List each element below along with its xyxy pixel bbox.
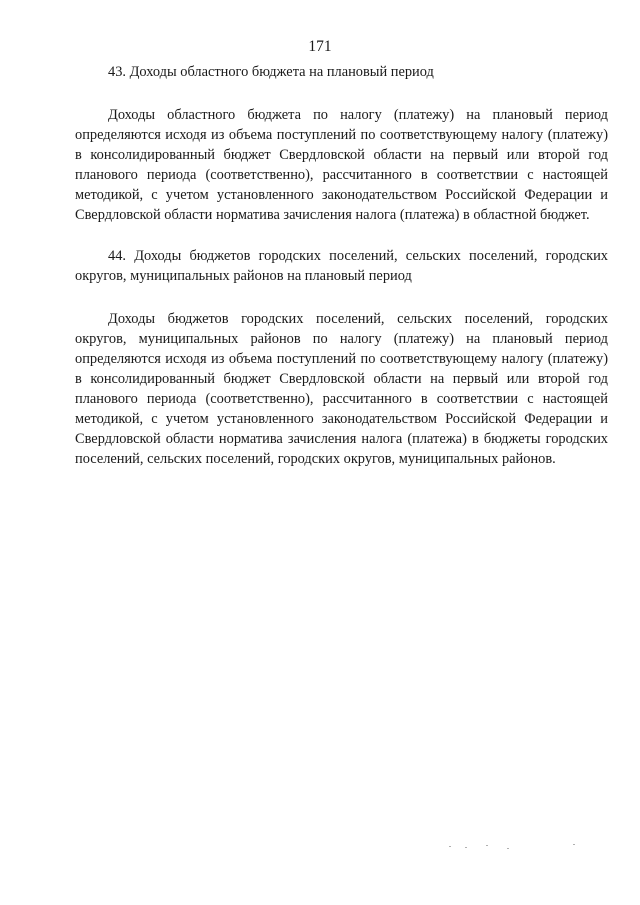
section-43-paragraph: Доходы областного бюджета по налогу (платежу) на плановый период определяются исходя из объема поступлений по соответствующему налогу (платежу) в консолидированный бюджет Свердловской области на первый или второй год планового периода (соответственно), рассчитанного в соответствии с настоящей методикой, с учетом установленного законодательством Российской Федерации и Свердловской области норматива зачисления налога (платежа) в областной бюджет.: [75, 107, 608, 223]
section-43-heading: 43. Доходы областного бюджета на плановый период: [108, 64, 434, 80]
page-number: 171: [308, 38, 332, 55]
section-44-paragraph: Доходы бюджетов городских поселений, сельских поселений, городских округов, муниципальных районов по налогу (платежу) на плановый период определяются исходя из объема поступлений по соответствующему налогу (платежу) в консолидированный бюджет Свердловской области на первый или второй год планового периода (соответственно), рассчитанного в соответствии с настоящей методикой, с учетом установленного законодательством Российской Федерации и Свердловской области норматива зачисления налога (платежа) в бюджеты городских поселений, сельских поселений, городских округов, муниципальных районов.: [75, 311, 608, 467]
section-44-heading: 44. Доходы бюджетов городских поселений, сельских поселений, городских округов, муниципальных районов на плановый период: [75, 248, 608, 284]
speck: [449, 846, 451, 847]
scan-specks: [449, 842, 579, 852]
speck: [465, 847, 467, 848]
speck: [573, 844, 575, 845]
spacer: [75, 225, 608, 246]
spacer: [75, 286, 608, 309]
speck: [507, 848, 509, 849]
document-body: [75, 62, 608, 469]
speck: [486, 845, 488, 846]
spacer: [75, 82, 608, 105]
